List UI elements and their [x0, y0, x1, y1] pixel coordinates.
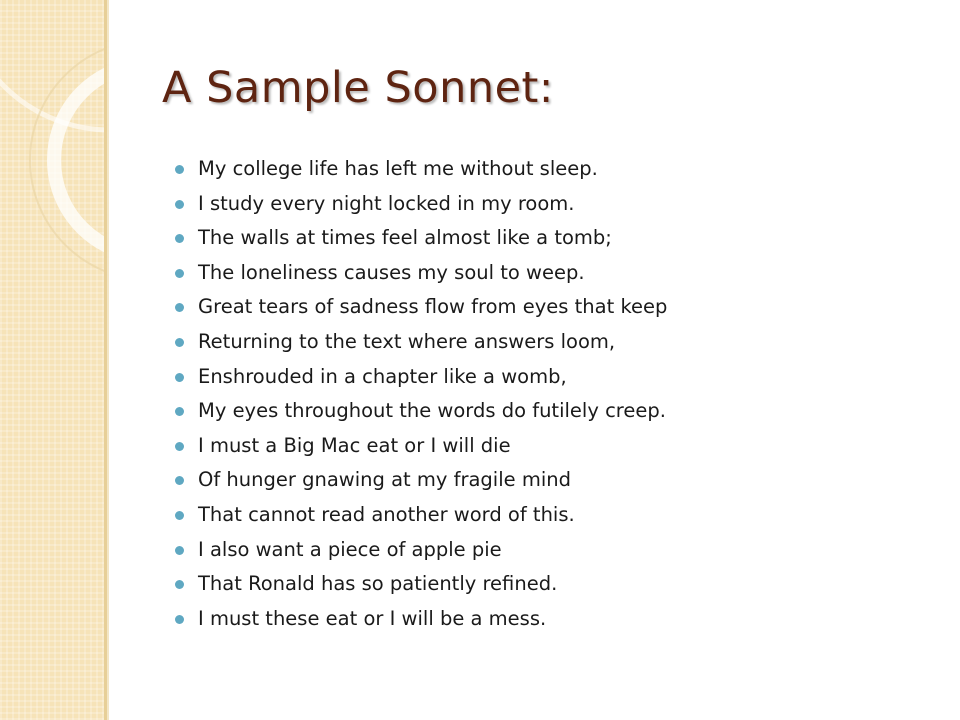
sonnet-line-text: That cannot read another word of this.	[198, 502, 575, 526]
sonnet-line	[166, 360, 667, 395]
sonnet-lines-list	[166, 152, 667, 636]
sonnet-line-text: My college life has left me without sleep.	[198, 157, 598, 180]
sonnet-line	[166, 567, 667, 602]
bullet-icon	[175, 200, 184, 209]
sonnet-line-text: Great tears of sadness flow from eyes that keep	[198, 295, 668, 319]
sonnet-line	[166, 221, 667, 256]
bullet-icon	[175, 373, 184, 382]
bullet-icon	[175, 407, 184, 416]
sonnet-line-text: The walls at times feel almost like a tomb;	[198, 226, 612, 250]
sonnet-line	[166, 602, 667, 637]
sonnet-line	[166, 498, 667, 533]
decorative-side-panel	[0, 0, 104, 720]
sonnet-line-text: My eyes throughout the words do futilely creep.	[198, 399, 666, 423]
sonnet-line-text: Of hunger gnawing at my fragile mind	[198, 468, 571, 492]
bullet-icon	[175, 580, 184, 589]
sonnet-line-text: Enshrouded in a chapter like a womb,	[198, 364, 567, 388]
sonnet-line	[166, 429, 667, 464]
sonnet-line	[166, 152, 667, 187]
slide-title: A Sample Sonnet:	[162, 63, 554, 113]
sonnet-line	[166, 325, 667, 360]
bullet-icon	[175, 269, 184, 278]
bullet-icon	[175, 476, 184, 485]
sonnet-line-text: That Ronald has so patiently refined.	[198, 572, 558, 596]
sonnet-line	[166, 463, 667, 498]
sonnet-line	[166, 394, 667, 429]
bullet-icon	[175, 615, 184, 624]
bullet-icon	[175, 234, 184, 243]
sonnet-line-text: The loneliness causes my soul to weep.	[198, 260, 585, 284]
sonnet-line-text: I must these eat or I will be a mess.	[198, 606, 547, 630]
sonnet-line	[166, 290, 667, 325]
sonnet-line	[166, 533, 667, 568]
bullet-icon	[175, 442, 184, 451]
sonnet-line	[166, 187, 667, 222]
side-panel-border-highlight	[107, 0, 109, 720]
sonnet-line-text: I study every night locked in my room.	[198, 191, 575, 215]
bullet-icon	[175, 511, 184, 520]
bullet-icon	[175, 165, 184, 174]
sonnet-line-text: Returning to the text where answers loom,	[198, 329, 616, 353]
bullet-icon	[175, 303, 184, 312]
bullet-icon	[175, 338, 184, 347]
sonnet-line-text: I also want a piece of apple pie	[198, 537, 502, 561]
sonnet-line-text: I must a Big Mac eat or I will die	[198, 433, 511, 457]
decorative-circles-graphic	[0, 0, 104, 720]
bullet-icon	[175, 546, 184, 555]
sonnet-line	[166, 256, 667, 291]
